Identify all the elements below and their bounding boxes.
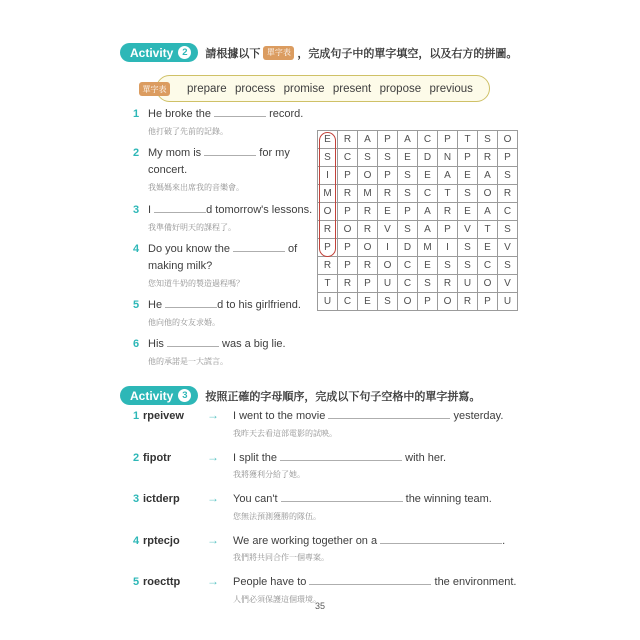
puzzle-cell: U xyxy=(378,275,398,293)
puzzle-cell: P xyxy=(338,257,358,275)
puzzle-cell: C xyxy=(338,149,358,167)
puzzle-cell: R xyxy=(318,221,338,239)
scrambled-word: rpeivew xyxy=(143,410,184,422)
wordlist-inline-badge: 單字表 xyxy=(263,46,294,60)
exercise-item xyxy=(133,297,313,328)
puzzle-cell: R xyxy=(438,275,458,293)
puzzle-cell: R xyxy=(318,257,338,275)
word-bank-word: previous xyxy=(429,82,473,95)
puzzle-cell: P xyxy=(338,203,358,221)
activity-badge-label: Activity xyxy=(130,45,174,60)
fill-blank xyxy=(309,574,431,585)
puzzle-cell: O xyxy=(478,275,498,293)
puzzle-cell: T xyxy=(478,221,498,239)
puzzle-cell: R xyxy=(378,185,398,203)
activity2-badge xyxy=(120,43,198,62)
sentence xyxy=(233,574,516,591)
puzzle-cell: S xyxy=(378,293,398,311)
puzzle-cell: I xyxy=(318,167,338,185)
puzzle-cell: R xyxy=(358,257,378,275)
sentence-post: d to his girlfriend. xyxy=(217,299,301,312)
puzzle-cell: P xyxy=(438,131,458,149)
sentence-post: record. xyxy=(266,108,304,120)
fill-blank xyxy=(154,202,206,213)
word-bank-word: promise xyxy=(283,82,325,95)
exercise-item xyxy=(133,202,313,233)
exercise-item xyxy=(133,491,563,522)
translation: 我昨天去看這部電影的試映。 xyxy=(233,428,337,438)
puzzle-cell: T xyxy=(438,185,458,203)
puzzle-cell: S xyxy=(418,275,438,293)
puzzle-cell: U xyxy=(498,293,518,311)
puzzle-cell: E xyxy=(458,203,478,221)
puzzle-cell: A xyxy=(478,167,498,185)
fill-blank xyxy=(167,336,219,347)
sentence-pre: He broke the xyxy=(148,108,215,120)
scrambled-word: roecttp xyxy=(143,576,181,588)
puzzle-cell: V xyxy=(498,275,518,293)
sentence-pre: We are working together on a xyxy=(233,534,381,547)
sentence-pre: He xyxy=(148,299,166,312)
puzzle-cell: M xyxy=(318,185,338,203)
puzzle-cell: C xyxy=(478,257,498,275)
puzzle-cell: E xyxy=(458,167,478,185)
puzzle-cell: A xyxy=(398,131,418,149)
sentence xyxy=(233,450,446,467)
arrow-icon: → xyxy=(207,491,219,505)
sentence xyxy=(148,145,313,179)
puzzle-cell: P xyxy=(498,149,518,167)
puzzle-cell: P xyxy=(398,203,418,221)
puzzle-cell: P xyxy=(478,293,498,311)
item-number: 4 xyxy=(133,242,140,255)
puzzle-cell: U xyxy=(318,293,338,311)
activity2-instruction xyxy=(205,45,517,61)
puzzle-cell: T xyxy=(458,131,478,149)
puzzle-cell: O xyxy=(438,293,458,311)
exercise-item xyxy=(133,106,313,137)
sentence-post: d tomorrow's lessons. xyxy=(206,203,313,216)
puzzle-cell: S xyxy=(458,239,478,257)
item-number: 1 xyxy=(133,108,140,120)
fill-blank xyxy=(280,450,402,461)
sentence-post: with her. xyxy=(402,451,447,464)
puzzle-cell: O xyxy=(358,167,378,185)
puzzle-cell: A xyxy=(478,203,498,221)
exercise-item xyxy=(133,533,563,564)
sentence-post: . xyxy=(502,534,506,547)
puzzle-cell: I xyxy=(438,239,458,257)
puzzle-cell: P xyxy=(318,239,338,257)
puzzle-cell: S xyxy=(398,185,418,203)
sentence xyxy=(148,202,313,219)
fill-blank xyxy=(165,297,217,308)
puzzle-cell: S xyxy=(438,257,458,275)
puzzle-cell: S xyxy=(498,167,518,185)
scrambled-word: fipotr xyxy=(143,451,172,464)
activity3-header xyxy=(120,386,480,405)
puzzle-cell: C xyxy=(398,275,418,293)
puzzle-cell: R xyxy=(338,131,358,149)
puzzle-cell: S xyxy=(398,221,418,239)
puzzle-cell: E xyxy=(418,257,438,275)
puzzle-cell: C xyxy=(418,131,438,149)
puzzle-cell: R xyxy=(438,203,458,221)
puzzle-cell: R xyxy=(458,293,478,311)
activity2-exercise-list xyxy=(133,106,313,376)
word-bank-word: process xyxy=(234,82,276,95)
puzzle-cell: S xyxy=(318,149,338,167)
word-bank xyxy=(156,75,490,102)
puzzle-cell: P xyxy=(418,293,438,311)
arrow-icon: → xyxy=(207,532,219,547)
puzzle-cell: O xyxy=(478,185,498,203)
fill-blank xyxy=(328,408,450,419)
puzzle-cell: A xyxy=(438,167,458,185)
fill-blank xyxy=(281,491,403,502)
translation: 我準備好明天的課程了。 xyxy=(148,222,236,232)
puzzle-cell: D xyxy=(398,239,418,257)
translation: 他的承諾是一大謊言。 xyxy=(148,357,228,367)
puzzle-cell: M xyxy=(418,239,438,257)
puzzle-cell: R xyxy=(338,275,358,293)
puzzle-cell: I xyxy=(378,239,398,257)
puzzle-cell: E xyxy=(478,239,498,257)
sentence xyxy=(233,491,492,508)
puzzle-cell: P xyxy=(358,275,378,293)
fill-blank xyxy=(233,241,285,252)
activity-badge-label: Activity xyxy=(130,388,174,403)
word-bank-word: propose xyxy=(379,82,422,95)
puzzle-cell: C xyxy=(338,293,358,311)
puzzle-cell: V xyxy=(498,239,518,257)
word-bank-word: present xyxy=(332,82,372,95)
fill-blank xyxy=(204,145,256,156)
exercise-item xyxy=(133,574,563,605)
puzzle-cell: O xyxy=(358,239,378,257)
puzzle-cell: P xyxy=(438,221,458,239)
puzzle-cell: O xyxy=(338,221,358,239)
exercise-item xyxy=(133,336,313,367)
arrow-icon: → xyxy=(207,449,219,464)
item-number: 5 xyxy=(133,299,140,312)
sentence-pre: I xyxy=(148,203,155,216)
word-bank-word: prepare xyxy=(187,82,227,95)
puzzle-cell: E xyxy=(358,293,378,311)
item-number: 5 xyxy=(133,576,140,588)
translation: 人們必須保護這個環境。 xyxy=(233,594,321,604)
puzzle-cell: R xyxy=(358,221,378,239)
translation: 您無法預測獲勝的隊伍。 xyxy=(233,511,321,521)
puzzle-cell: S xyxy=(478,131,498,149)
item-number: 6 xyxy=(133,338,140,351)
puzzle-cell: A xyxy=(418,203,438,221)
puzzle-cell: E xyxy=(418,167,438,185)
exercise-item xyxy=(133,450,563,481)
scrambled-word: ictderp xyxy=(143,493,180,505)
item-number: 2 xyxy=(133,147,140,160)
scrambled-word: rptecjo xyxy=(143,534,180,547)
fill-blank xyxy=(214,106,266,117)
sentence-pre: Do you know the xyxy=(148,242,233,255)
item-number: 1 xyxy=(133,410,140,422)
puzzle-cell: A xyxy=(358,131,378,149)
puzzle-cell: R xyxy=(498,185,518,203)
sentence xyxy=(148,336,313,353)
sentence xyxy=(148,106,313,123)
instruction-text-post: ，完成句子中的單字填空，以及右方的拼圖。 xyxy=(297,47,518,60)
sentence-post: the winning team. xyxy=(402,493,492,505)
sentence xyxy=(148,297,313,314)
arrow-icon: → xyxy=(207,408,219,422)
puzzle-cell: S xyxy=(398,167,418,185)
activity3-exercise-list xyxy=(133,408,563,616)
sentence-pre: I split the xyxy=(233,451,281,464)
exercise-item xyxy=(133,145,313,193)
activity3-badge xyxy=(120,386,198,405)
exercise-item xyxy=(133,408,563,439)
puzzle-cell: M xyxy=(358,185,378,203)
sentence-post: the environment. xyxy=(431,576,517,588)
activity-number-circle: 2 xyxy=(178,46,191,59)
arrow-icon: → xyxy=(207,574,219,588)
puzzle-cell: V xyxy=(458,221,478,239)
puzzle-cell: C xyxy=(418,185,438,203)
puzzle-cell: E xyxy=(398,149,418,167)
puzzle-cell: O xyxy=(378,257,398,275)
activity-number-circle: 3 xyxy=(178,389,191,402)
sentence-post: of making milk? xyxy=(148,242,298,272)
puzzle-cell: R xyxy=(478,149,498,167)
sentence-pre: People have to xyxy=(233,576,310,588)
activity3-instruction: 按照正確的字母順序，完成以下句子空格中的單字拼寫。 xyxy=(205,390,481,403)
sentence-pre: You can't xyxy=(233,493,281,505)
puzzle-cell: V xyxy=(378,221,398,239)
translation: 我們將共同合作一個專案。 xyxy=(233,553,329,562)
sentence-pre: His xyxy=(148,338,167,351)
sentence-post: yesterday. xyxy=(450,410,504,422)
puzzle-cell: C xyxy=(498,203,518,221)
sentence-pre: I went to the movie xyxy=(233,410,329,422)
item-number: 2 xyxy=(133,451,140,464)
sentence-pre: My mom is xyxy=(148,147,205,160)
fill-blank xyxy=(380,533,502,544)
page-number: 35 xyxy=(314,601,325,611)
instruction-text-pre: 請根據以下 xyxy=(205,47,261,60)
puzzle-cell: U xyxy=(458,275,478,293)
puzzle-cell: R xyxy=(358,203,378,221)
sentence xyxy=(233,533,505,550)
puzzle-cell: O xyxy=(498,131,518,149)
item-number: 3 xyxy=(133,493,140,505)
sentence-post: was a big lie. xyxy=(218,338,286,351)
translation: 我將獲利分給了她。 xyxy=(233,470,305,479)
puzzle-cell: P xyxy=(378,131,398,149)
puzzle-cell: C xyxy=(398,257,418,275)
sentence-post: for my concert. xyxy=(148,147,290,177)
puzzle-cell: S xyxy=(378,149,398,167)
sentence xyxy=(148,241,313,275)
puzzle-cell: A xyxy=(418,221,438,239)
translation: 他打破了先前的記錄。 xyxy=(148,127,228,137)
puzzle-cell: N xyxy=(438,149,458,167)
puzzle-cell: P xyxy=(378,167,398,185)
translation: 他向他的女友求婚。 xyxy=(148,318,220,328)
puzzle-cell: S xyxy=(458,257,478,275)
item-number: 4 xyxy=(133,534,140,547)
word-search-grid xyxy=(317,130,518,311)
puzzle-cell: S xyxy=(498,221,518,239)
puzzle-cell: S xyxy=(498,257,518,275)
translation: 我媽媽來出席我的音樂會。 xyxy=(148,183,244,193)
translation: 您知道牛奶的製造過程嗎？ xyxy=(148,278,244,288)
puzzle-cell: E xyxy=(378,203,398,221)
item-number: 3 xyxy=(133,203,140,216)
puzzle-cell: E xyxy=(318,131,338,149)
word-bank-label: 單字表 xyxy=(139,82,170,96)
puzzle-cell: D xyxy=(418,149,438,167)
puzzle-cell: S xyxy=(458,185,478,203)
puzzle-cell: R xyxy=(338,185,358,203)
puzzle-cell: P xyxy=(338,239,358,257)
puzzle-cell: S xyxy=(358,149,378,167)
puzzle-cell: T xyxy=(318,275,338,293)
puzzle-cell: P xyxy=(338,167,358,185)
exercise-item xyxy=(133,241,313,289)
puzzle-cell: O xyxy=(398,293,418,311)
puzzle-cell: P xyxy=(458,149,478,167)
activity2-header xyxy=(120,43,517,62)
puzzle-cell: O xyxy=(318,203,338,221)
sentence xyxy=(233,408,503,425)
